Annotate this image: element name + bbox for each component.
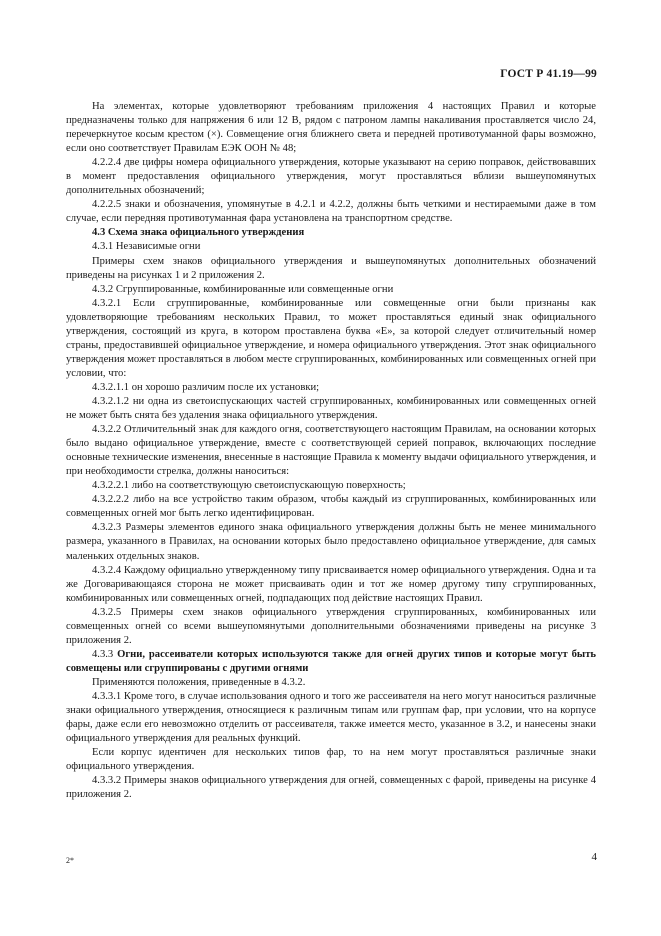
document-header: ГОСТ Р 41.19—99 [500,68,597,80]
paragraph: 4.3.2.1.2 ни одна из светоиспускающих частей сгруппированных, комбинированных или совмещенных огней не может быть снята без удаления знака официального утверждения. [66,395,596,422]
section-heading: 4.3 Схема знака официального утверждения [92,227,305,239]
paragraph: 4.2.2.5 знаки и обозначения, упомянутые в 4.2.1 и 4.2.2, должны быть четкими и нестираемыми даже в том случае, если передняя противотуманная фара установлена на транспортном средстве. [66,199,596,225]
section-433-number: 4.3.3 [92,648,118,660]
document-body [66,100,596,802]
paragraph: 4.3.2.3 Размеры элементов единого знака официального утверждения должны быть не менее минимального размера, указанного в Правилах, на основании которых было предоставлено официальное утверждение, для самых маленьких отдельных знаков. [66,522,596,562]
paragraph: 4.3.1 Независимые огни [92,241,201,253]
paragraph: 4.3.2.2.2 либо на все устройство таким образом, чтобы каждый из сгруппированных, комбинированных или совмещенных огней мог быть легко идентифицирован. [66,494,596,520]
section-433-title: Огни, рассеиватели которых используются также для огней других типов и которые могут быть совмещены или сгруппированы с другими огнями [66,648,596,674]
section-433-paragraph [66,648,596,676]
paragraph: На элементах, которые удовлетворяют требованиям приложения 4 настоящих Правил и которые предназначены только для напряжения 6 или 12 В, рядом с патроном лампы накаливания проставляется число 24, перечеркнутое косым крестом (×). Совмещение огня ближнего света и передней противотуманной фары возможно, если оно соответствует Правилам ЕЭК ООН № 48; [66,101,596,155]
paragraph: Примеры схем знаков официального утверждения и вышеупомянутых дополнительных обозначений приведены на рисунках 1 и 2 приложения 2. [66,255,596,281]
paragraph: 4.2.2.4 две цифры номера официального утверждения, которые указывают на серию поправок, действовавших в момент предоставления официального утверждения, могут проставляться вблизи вышеупомянутых дополнительных обозначений; [66,157,596,197]
paragraph: 4.3.2.1 Если сгруппированные, комбинированные или совмещенные огни были признаны как удовлетворяющие требованиям нескольких Правил, то может проставляться единый знак официального утверждения, состоящий из круга, в котором проставлена буква «Е», за которой следует отличительный номер страны, предоставившей официальное утверждение, и номера официального утверждения. Этот знак официального утверждения может проставляться в любом месте сгруппированных, комбинированных или совмещенных огней при условии, что: [66,297,596,379]
paragraph: 4.3.2 Сгруппированные, комбинированные или совмещенные огни [92,283,394,295]
paragraph: Применяются положения, приведенные в 4.3.2. [92,676,306,688]
paragraph: 4.3.2.5 Примеры схем знаков официального утверждения сгруппированных, комбинированных или совмещенных огней со всеми вышеупомянутыми дополнительными обозначениями приведены на рисунке 3 приложения 2. [66,606,596,646]
paragraph: 4.3.2.4 Каждому официально утвержденному типу присваивается номер официального утверждения. Одна и та же Договаривающаяся сторона не может присваивать один и тот же номер другому типу сгруппированных, комбинированных или совмещенных огней, подпадающих под действие настоящих Правил. [66,564,596,604]
paragraph: 4.3.2.2 Отличительный знак для каждого огня, соответствующего настоящим Правилам, на основании которых было выдано официальное утверждение, вместе с соответствующей серией поправок, включающих последние основные технические изменения, внесенные в настоящие Правила к моменту выдачи официального утверждения, и при необходимости стрелка, должны наноситься: [66,424,596,478]
paragraph: Если корпус идентичен для нескольких типов фар, то на нем могут проставляться различные знаки официального утверждения. [66,747,596,773]
paragraph: 4.3.2.1.1 он хорошо различим после их установки; [92,381,320,393]
paragraph: 4.3.2.2.1 либо на соответствующую светоиспускающую поверхность; [92,480,406,492]
paragraph: 4.3.3.2 Примеры знаков официального утверждения для огней, совмещенных с фарой, приведены на рисунке 4 приложения 2. [66,775,596,801]
signature-mark: 2* [66,856,74,865]
page-number: 4 [591,851,597,863]
paragraph: 4.3.3.1 Кроме того, в случае использования одного и того же рассеивателя на него могут наноситься различные знаки официального утверждения, относящиеся к различным типам или группам фар, при условии, что на корпусе фары, даже если его невозможно отделить от рассеивателя, также имеется место, указанное в 3.2, и нанесены знаки официального утверждения для реальных функций. [66,690,596,745]
